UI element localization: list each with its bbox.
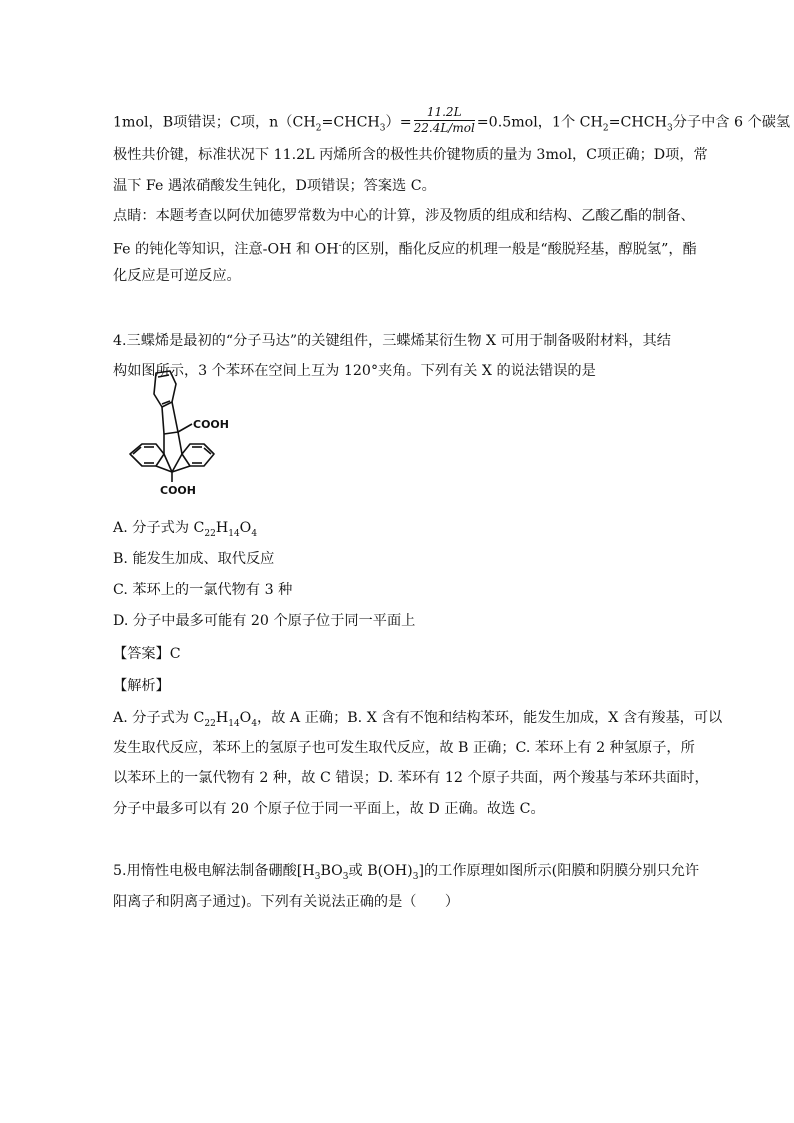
question-4-stem-1: 4.三蝶烯是最初的“分子马达”的关键组件，三蝶烯某衍生物 X 可用于制备吸附材料，其结 xyxy=(113,333,671,349)
text-run: ）= xyxy=(385,114,412,131)
subscript: 3 xyxy=(342,871,349,882)
fraction-numerator: 11.2L xyxy=(414,105,475,121)
prev-line-2: 极性共价键，标准状况下 11.2L 丙烯所含的极性共价键物质的量为 3mol，C项正确；D项，常 xyxy=(113,147,708,163)
text-run: ，故 A 正确；B. X 含有不饱和结构苯环，能发生加成，X 含有羧基，可以 xyxy=(257,710,723,726)
option-b: B. 能发生加成、取代反应 xyxy=(113,551,275,567)
note-line-2 xyxy=(113,236,703,260)
subscript: 4 xyxy=(251,528,258,539)
text-run: H xyxy=(215,520,229,536)
analysis-line-4: 分子中最多可以有 20 个原子位于同一平面上，故 D 正确。故选 C。 xyxy=(113,801,545,817)
subscript: 3 xyxy=(314,871,321,882)
option-a xyxy=(113,518,703,544)
text-run: ]的工作原理如图所示(阳膜和阴膜分别只允许 xyxy=(418,863,700,879)
fraction xyxy=(414,105,475,136)
text-run: 或 B(OH) xyxy=(348,863,413,879)
fraction-denominator: 22.4L/mol xyxy=(413,121,475,135)
text-run: H xyxy=(215,710,229,726)
triptycene-structure-figure xyxy=(120,368,240,504)
text-run: =0.5mol，1个 CH xyxy=(476,114,603,131)
note-line-3: 化反应是可逆反应。 xyxy=(113,268,241,284)
option-c: C. 苯环上的一氯代物有 3 种 xyxy=(113,582,293,598)
subscript: 4 xyxy=(251,718,258,729)
question-5-stem-2: 阳离子和阴离子通过)。下列有关说法正确的是（ ） xyxy=(113,894,460,910)
note-line-1: 点睛：本题考查以阿伏加德罗常数为中心的计算，涉及物质的组成和结构、乙酸乙酯的制备、 xyxy=(113,208,695,224)
cooh-label-bottom: COOH xyxy=(160,484,196,497)
analysis-title: 【解析】 xyxy=(113,678,170,694)
text-run: O xyxy=(239,710,252,726)
text-run: =CHCH xyxy=(608,114,667,131)
analysis-line-1 xyxy=(113,708,723,734)
prev-line-3: 温下 Fe 遇浓硝酸发生钝化，D项错误；答案选 C。 xyxy=(113,178,436,194)
subscript: 14 xyxy=(228,718,240,729)
superscript: - xyxy=(338,241,342,251)
subscript: 22 xyxy=(204,528,216,539)
subscript: 3 xyxy=(412,871,419,882)
question-4-stem-2: 构如图所示，3 个苯环在空间上互为 120°夹角。下列有关 X 的说法错误的是 xyxy=(113,363,596,379)
text-run: A. 分子式为 C xyxy=(113,710,205,726)
text-run: Fe 的钝化等知识，注意-OH 和 OH xyxy=(113,241,339,258)
option-d: D. 分子中最多可能有 20 个原子位于同一平面上 xyxy=(113,613,416,629)
analysis-line-2: 发生取代反应，苯环上的氢原子也可发生取代反应，故 B 正确；C. 苯环上有 2 种氢原子，所 xyxy=(113,740,695,756)
prev-line-1 xyxy=(113,105,791,138)
subscript: 2 xyxy=(315,123,322,134)
text-run: 分子中含 6 个碳氢 xyxy=(672,114,791,131)
subscript: 3 xyxy=(666,123,673,134)
answer-line: 【答案】C xyxy=(113,646,181,662)
cooh-label-top: COOH xyxy=(193,418,229,431)
text-run: 的区别，酯化反应的机理一般是“酸脱羟基，醇脱氢”，酯 xyxy=(341,241,697,258)
question-5-stem-1 xyxy=(113,861,703,887)
text-run: 5.用惰性电极电解法制备硼酸[H xyxy=(113,863,315,879)
analysis-line-3: 以苯环上的一氯代物有 2 种，故 C 错误；D. 苯环有 12 个原子共面，两个羧基与苯环共面时， xyxy=(113,770,709,786)
subscript: 2 xyxy=(602,123,609,134)
text-run: A. 分子式为 C xyxy=(113,520,205,536)
text-run: BO xyxy=(320,863,343,879)
text-run: O xyxy=(239,520,252,536)
subscript: 22 xyxy=(204,718,216,729)
subscript: 14 xyxy=(228,528,240,539)
text-run: =CHCH xyxy=(321,114,380,131)
subscript: 3 xyxy=(379,123,386,134)
structure-drawing xyxy=(120,368,240,504)
text-run: 1mol，B项错误；C项，n（CH xyxy=(113,114,316,131)
